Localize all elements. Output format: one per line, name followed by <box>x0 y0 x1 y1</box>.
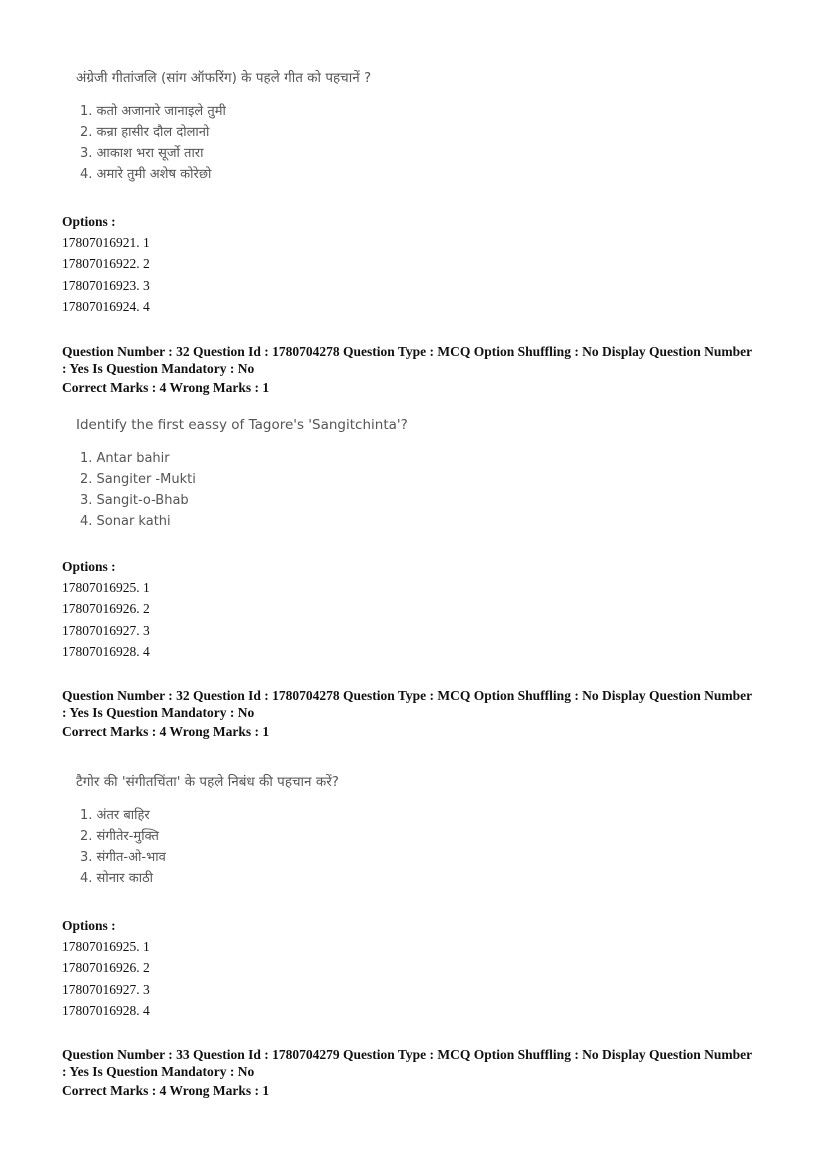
question-marks: Correct Marks : 4 Wrong Marks : 1 <box>62 1083 270 1098</box>
question-option-4: 4. अमारे तुमी अशेष कोरेछो <box>80 167 212 182</box>
answer-options-block <box>62 916 150 1021</box>
answer-option-1: 17807016925. 1 <box>62 580 150 595</box>
question-option-4: 4. सोनार काठी <box>80 871 153 886</box>
question-meta-block <box>62 344 752 397</box>
question-meta: Question Number : 32 Question Id : 1780704278 Question Type : MCQ Option Shuffling : No Display Question Number : Yes Is Question Mandatory : No <box>62 688 752 720</box>
answer-option-2: 17807016922. 2 <box>62 256 150 272</box>
question-meta: Question Number : 32 Question Id : 1780704278 Question Type : MCQ Option Shuffling : No Display Question Number : Yes Is Question Mandatory : No <box>62 344 752 376</box>
answer-options-block <box>62 212 150 317</box>
answer-options-block <box>62 557 150 662</box>
question-option-4: 4. Sonar kathi <box>80 514 171 529</box>
question-image-gitanjali <box>76 69 371 185</box>
question-marks: Correct Marks : 4 Wrong Marks : 1 <box>62 724 270 739</box>
answer-option-4: 17807016928. 4 <box>62 1002 150 1018</box>
question-text: Identify the first eassy of Tagore's 'Sangitchinta'? <box>76 417 408 433</box>
answer-option-3: 17807016927. 3 <box>62 981 150 997</box>
question-option-1: 1. Antar bahir <box>80 451 170 466</box>
answer-option-3: 17807016927. 3 <box>62 622 150 638</box>
question-image-sangitchinta-english <box>76 416 408 532</box>
question-option-2: 2. कन्रा हासीर दौल दोलानो <box>80 125 210 140</box>
question-meta: Question Number : 33 Question Id : 1780704279 Question Type : MCQ Option Shuffling : No Display Question Number : Yes Is Question Mandatory : No <box>62 1047 752 1079</box>
question-option-3: 3. संगीत-ओ-भाव <box>80 850 166 865</box>
question-option-3: 3. आकाश भरा सूर्जो तारा <box>80 146 204 161</box>
question-option-3: 3. Sangit-o-Bhab <box>80 493 189 508</box>
answer-option-2: 17807016926. 2 <box>62 960 150 976</box>
answer-option-4: 17807016924. 4 <box>62 298 150 314</box>
question-option-2: 2. Sangiter -Mukti <box>80 472 196 487</box>
options-label: Options : <box>62 559 116 574</box>
question-meta-block <box>62 688 752 741</box>
question-option-2: 2. संगीतेर-मुक्ति <box>80 829 159 844</box>
options-label: Options : <box>62 918 116 933</box>
answer-option-1: 17807016921. 1 <box>62 235 150 250</box>
question-option-1: 1. अंतर बाहिर <box>80 808 150 823</box>
question-marks: Correct Marks : 4 Wrong Marks : 1 <box>62 380 270 395</box>
answer-option-3: 17807016923. 3 <box>62 277 150 293</box>
options-label: Options : <box>62 214 116 229</box>
question-text: टैगोर की 'संगीतचिंता' के पहले निबंध की पहचान करें? <box>76 774 339 790</box>
answer-option-1: 17807016925. 1 <box>62 939 150 954</box>
question-meta-block <box>62 1047 752 1100</box>
answer-option-2: 17807016926. 2 <box>62 601 150 617</box>
question-option-1: 1. कतो अजानारे जानाइले तुमी <box>80 104 226 119</box>
answer-option-4: 17807016928. 4 <box>62 643 150 659</box>
question-text: अंग्रेजी गीतांजलि (सांग ऑफरिंग) के पहले गीत को पहचानें ? <box>76 70 372 86</box>
question-image-sangitchinta-hindi <box>76 773 339 889</box>
